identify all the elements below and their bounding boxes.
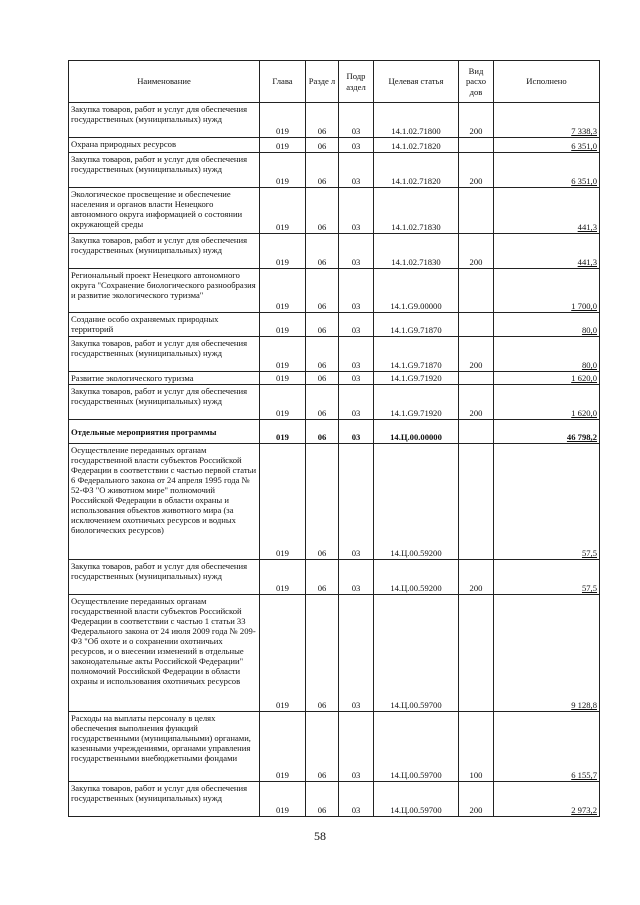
table-row: [69, 420, 600, 444]
cell-name: Закупка товаров, работ и услуг для обеспечения государственных (муниципальных) нужд: [69, 337, 260, 372]
cell-name: Расходы на выплаты персоналу в целях обеспечения выполнения функций государственными (муниципальными) органами, казенными учреждениями, органами управления государственными внебюджетными фондами: [69, 712, 260, 782]
cell-subsection: 03: [339, 595, 374, 712]
header-kind: Вид расхо дов: [459, 61, 494, 103]
table-row: [69, 269, 600, 313]
cell-chapter: 019: [260, 234, 306, 269]
header-target: Целевая статья: [374, 61, 459, 103]
cell-name: Осуществление переданных органам государственной власти субъектов Российской Федерации в соответствии с частью первой статьи 6 Федерального закона от 24 апреля 1995 года № 52-ФЗ "О животном мире" полномочий Российской Федерации в области охраны и использования объектов животного мира (за исключением охотничьих ресурсов и водных биологических ресурсов): [69, 444, 260, 560]
cell-kind: [459, 444, 494, 560]
cell-target: 14.1.G9.71920: [374, 385, 459, 420]
header-name: Наименование: [69, 61, 260, 103]
cell-subsection: 03: [339, 269, 374, 313]
cell-section: 06: [306, 420, 339, 444]
cell-chapter: 019: [260, 337, 306, 372]
cell-kind: 100: [459, 712, 494, 782]
cell-amount: 2 973,2: [494, 782, 600, 817]
cell-target: 14.1.02.71830: [374, 234, 459, 269]
cell-name: Закупка товаров, работ и услуг для обеспечения государственных (муниципальных) нужд: [69, 103, 260, 138]
cell-kind: [459, 313, 494, 337]
table-header-row: [69, 61, 600, 103]
cell-amount: 80,0: [494, 313, 600, 337]
table-row: [69, 444, 600, 560]
cell-section: 06: [306, 595, 339, 712]
cell-section: 06: [306, 313, 339, 337]
cell-chapter: 019: [260, 712, 306, 782]
cell-name: Охрана природных ресурсов: [69, 138, 260, 153]
cell-target: 14.Ц.00.59700: [374, 782, 459, 817]
cell-section: 06: [306, 444, 339, 560]
cell-amount: 1 700,0: [494, 269, 600, 313]
table-row: [69, 782, 600, 817]
cell-target: 14.Ц.00.00000: [374, 420, 459, 444]
cell-target: 14.Ц.00.59700: [374, 712, 459, 782]
table-row: [69, 372, 600, 385]
cell-amount: 7 338,3: [494, 103, 600, 138]
cell-chapter: 019: [260, 153, 306, 188]
cell-section: 06: [306, 782, 339, 817]
cell-chapter: 019: [260, 444, 306, 560]
cell-subsection: 03: [339, 234, 374, 269]
cell-kind: [459, 372, 494, 385]
cell-amount: 46 798,2: [494, 420, 600, 444]
header-amount: Исполнено: [494, 61, 600, 103]
cell-name: Закупка товаров, работ и услуг для обеспечения государственных (муниципальных) нужд: [69, 560, 260, 595]
cell-kind: [459, 420, 494, 444]
cell-name: Закупка товаров, работ и услуг для обеспечения государственных (муниципальных) нужд: [69, 234, 260, 269]
cell-section: 06: [306, 153, 339, 188]
cell-chapter: 019: [260, 269, 306, 313]
cell-chapter: 019: [260, 595, 306, 712]
cell-section: 06: [306, 269, 339, 313]
cell-amount: 1 620,0: [494, 372, 600, 385]
table-row: [69, 560, 600, 595]
cell-chapter: 019: [260, 560, 306, 595]
table-row: [69, 385, 600, 420]
cell-target: 14.1.02.71820: [374, 138, 459, 153]
cell-target: 14.Ц.00.59200: [374, 560, 459, 595]
cell-kind: [459, 138, 494, 153]
table-body: [69, 103, 600, 817]
cell-name: Развитие экологического туризма: [69, 372, 260, 385]
cell-subsection: 03: [339, 313, 374, 337]
table-row: [69, 595, 600, 712]
cell-amount: 80,0: [494, 337, 600, 372]
cell-subsection: 03: [339, 188, 374, 234]
cell-kind: 200: [459, 385, 494, 420]
cell-subsection: 03: [339, 385, 374, 420]
cell-section: 06: [306, 385, 339, 420]
cell-amount: 6 351,0: [494, 138, 600, 153]
table-row: [69, 337, 600, 372]
cell-target: 14.Ц.00.59700: [374, 595, 459, 712]
cell-subsection: 03: [339, 103, 374, 138]
header-section: Разде л: [306, 61, 339, 103]
cell-section: 06: [306, 103, 339, 138]
cell-name: Закупка товаров, работ и услуг для обеспечения государственных (муниципальных) нужд: [69, 153, 260, 188]
cell-kind: 200: [459, 234, 494, 269]
cell-subsection: 03: [339, 782, 374, 817]
header-chapter: Глава: [260, 61, 306, 103]
budget-table: [68, 60, 600, 817]
cell-chapter: 019: [260, 372, 306, 385]
table-row: [69, 138, 600, 153]
cell-target: 14.Ц.00.59200: [374, 444, 459, 560]
cell-target: 14.1.G9.71870: [374, 337, 459, 372]
cell-chapter: 019: [260, 313, 306, 337]
cell-chapter: 019: [260, 782, 306, 817]
cell-amount: 57,5: [494, 444, 600, 560]
cell-chapter: 019: [260, 385, 306, 420]
cell-chapter: 019: [260, 420, 306, 444]
cell-amount: 441,3: [494, 188, 600, 234]
cell-target: 14.1.02.71830: [374, 188, 459, 234]
page-number: 58: [314, 829, 326, 843]
cell-subsection: 03: [339, 712, 374, 782]
cell-kind: [459, 269, 494, 313]
cell-target: 14.1.02.71800: [374, 103, 459, 138]
cell-section: 06: [306, 234, 339, 269]
cell-amount: 9 128,8: [494, 595, 600, 712]
cell-target: 14.1.G9.71870: [374, 313, 459, 337]
cell-name: Создание особо охраняемых природных территорий: [69, 313, 260, 337]
cell-section: 06: [306, 560, 339, 595]
table-row: [69, 313, 600, 337]
cell-chapter: 019: [260, 138, 306, 153]
cell-name: Осуществление переданных органам государственной власти субъектов Российской Федерации в соответствии с частью 1 статьи 33 Федерального закона от 24 июля 2009 года № 209-ФЗ "Об охоте и о сохранении охотничьих ресурсов, и о внесении изменений в отдельные законодательные акты Российской Федерации" полномочий Российской Федерации в области охраны и использования охотничьих ресурсов: [69, 595, 260, 712]
cell-chapter: 019: [260, 103, 306, 138]
cell-kind: 200: [459, 337, 494, 372]
cell-section: 06: [306, 138, 339, 153]
cell-kind: 200: [459, 782, 494, 817]
cell-name: Экологическое просвещение и обеспечение населения и органов власти Ненецкого автономного округа информацией о состоянии окружающей среды: [69, 188, 260, 234]
table-row: [69, 234, 600, 269]
cell-subsection: 03: [339, 153, 374, 188]
cell-subsection: 03: [339, 560, 374, 595]
cell-amount: 6 155,7: [494, 712, 600, 782]
table-row: [69, 103, 600, 138]
cell-subsection: 03: [339, 337, 374, 372]
cell-name: Закупка товаров, работ и услуг для обеспечения государственных (муниципальных) нужд: [69, 385, 260, 420]
table-row: [69, 712, 600, 782]
cell-amount: 1 620,0: [494, 385, 600, 420]
cell-name: Региональный проект Ненецкого автономного округа "Сохранение биологического разнообразия и развитие экологического туризма": [69, 269, 260, 313]
cell-name: Отдельные мероприятия программы: [69, 420, 260, 444]
cell-subsection: 03: [339, 372, 374, 385]
cell-amount: 57,5: [494, 560, 600, 595]
cell-amount: 441,3: [494, 234, 600, 269]
cell-name: Закупка товаров, работ и услуг для обеспечения государственных (муниципальных) нужд: [69, 782, 260, 817]
header-subsection: Подр аздел: [339, 61, 374, 103]
cell-subsection: 03: [339, 420, 374, 444]
table-row: [69, 188, 600, 234]
cell-section: 06: [306, 337, 339, 372]
cell-kind: [459, 188, 494, 234]
cell-kind: 200: [459, 153, 494, 188]
cell-subsection: 03: [339, 444, 374, 560]
cell-amount: 6 351,0: [494, 153, 600, 188]
cell-chapter: 019: [260, 188, 306, 234]
cell-section: 06: [306, 372, 339, 385]
cell-kind: [459, 595, 494, 712]
cell-kind: 200: [459, 560, 494, 595]
cell-section: 06: [306, 188, 339, 234]
table-row: [69, 153, 600, 188]
cell-target: 14.1.G9.00000: [374, 269, 459, 313]
cell-target: 14.1.02.71820: [374, 153, 459, 188]
cell-target: 14.1.G9.71920: [374, 372, 459, 385]
cell-subsection: 03: [339, 138, 374, 153]
cell-kind: 200: [459, 103, 494, 138]
cell-section: 06: [306, 712, 339, 782]
